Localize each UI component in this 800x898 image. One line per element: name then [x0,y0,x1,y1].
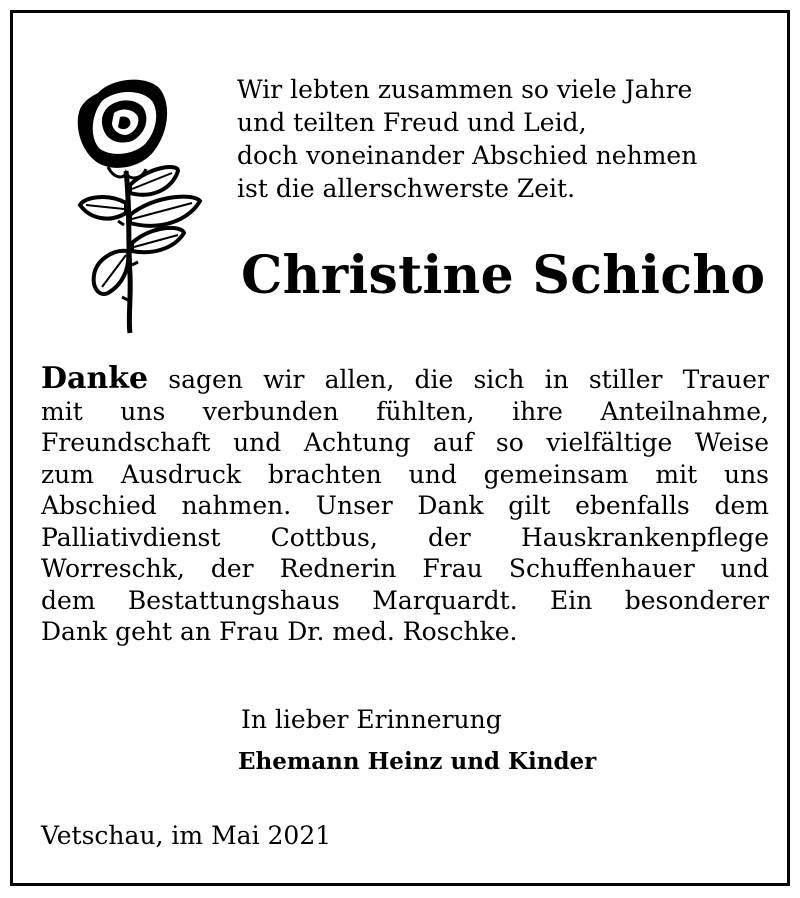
poem-verse [237,73,777,205]
thanks-line: dem Bestattungshaus Marquardt. Ein besonderer [41,585,769,615]
thanks-line: Worreschk, der Rednerin Frau Schuffenhauer und [41,554,769,583]
thanks-line: Dank geht an Frau Dr. med. Roschke. [41,617,518,646]
thanks-lead-word: Danke [41,361,149,396]
poem-line: und teilten Freud und Leid, [237,108,587,137]
obituary-frame [10,10,790,886]
rose-icon [68,75,208,337]
deceased-name: Christine Schicho [241,245,766,306]
thanks-line: Palliativdienst Cottbus, der Hauskrankenpflege [41,522,769,552]
poem-line: ist die allerschwerste Zeit. [237,174,576,203]
thanks-line: Abschied nahmen. Unser Dank gilt ebenfalls dem [41,491,769,520]
family-signature: Ehemann Heinz und Kinder [238,748,597,775]
thanks-paragraph [41,363,769,648]
poem-line: doch voneinander Abschied nehmen [237,141,698,170]
memory-line: In lieber Erinnerung [241,705,502,734]
thanks-line: mit uns verbunden fühlten, ihre Anteilnahme, [41,396,769,426]
poem-line: Wir lebten zusammen so viele Jahre [237,75,693,104]
place-date: Vetschau, im Mai 2021 [41,821,332,850]
thanks-line: Freundschaft und Achtung auf so vielfältige Weise [41,428,769,457]
thanks-line: Danke sagen wir allen, die sich in stiller Trauer [41,361,769,396]
thanks-line: zum Ausdruck brachten und gemeinsam mit uns [41,459,769,489]
